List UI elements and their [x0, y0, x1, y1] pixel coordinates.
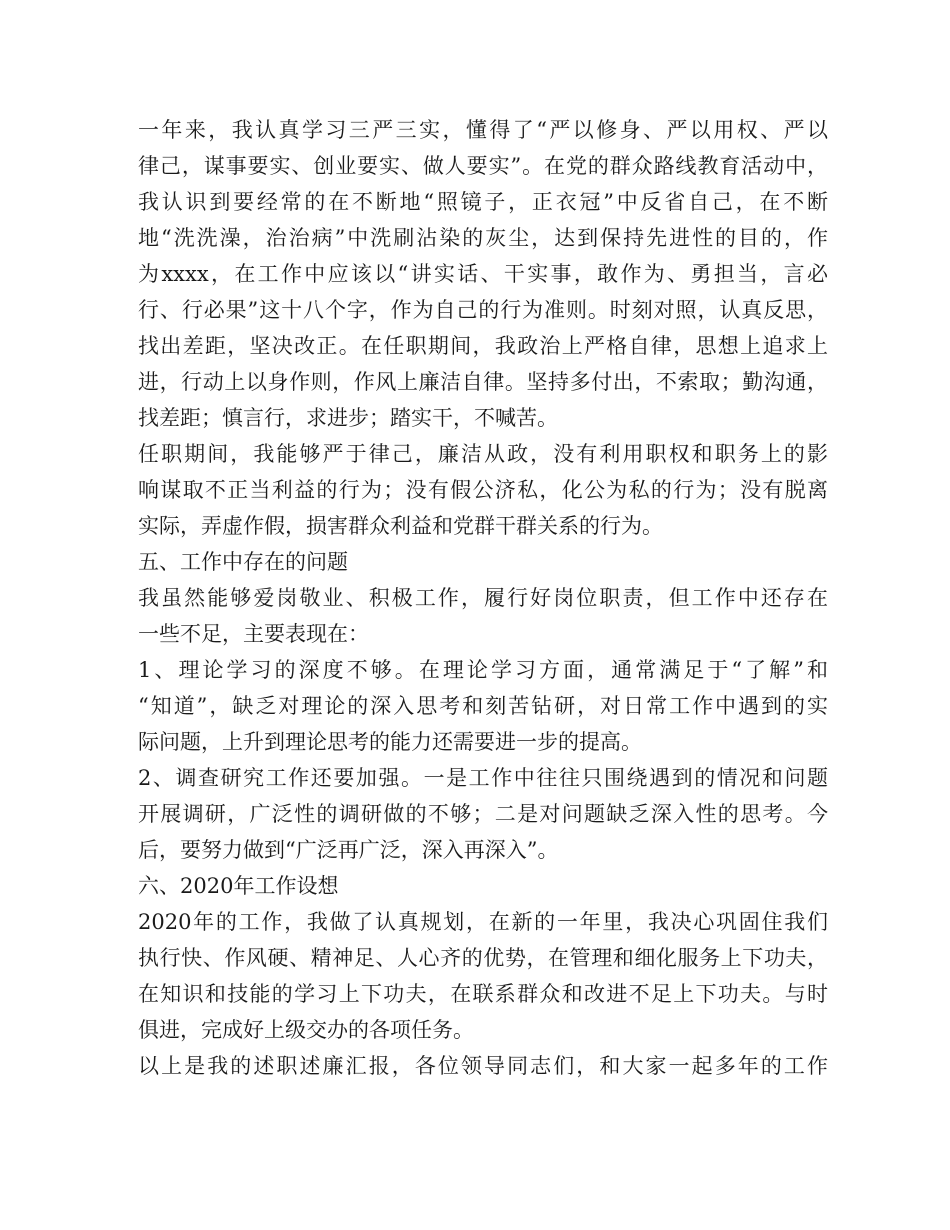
text-line: 律己，谋事要实、创业要实、做人要实”。在党的群众路线教育活动中，	[138, 154, 828, 178]
text-line: 际问题，上升到理论思考的能力还需要进一步的提高。	[138, 730, 642, 754]
text-line: 响谋取不正当利益的行为；没有假公济私，化公为私的行为；没有脱离	[138, 478, 828, 502]
text-line: 进，行动上以身作则，作风上廉洁自律。坚持多付出，不索取；勤沟通，	[138, 370, 828, 394]
text-line: 任职期间，我能够严于律己，廉洁从政，没有利用职权和职务上的影	[138, 442, 828, 466]
text-line: 我虽然能够爱岗敬业、积极工作，履行好岗位职责，但工作中还存在	[138, 586, 828, 610]
text-line: 后，要努力做到“广泛再广泛，深入再深入”。	[138, 838, 559, 862]
text-line: 为xxxx，在工作中应该以“讲实话、干实事，敢作为、勇担当，言必	[138, 262, 828, 286]
text-line: 六、2020年工作设想	[138, 874, 339, 898]
text-line: 开展调研，广泛性的调研做的不够；二是对问题缺乏深入性的思考。今	[138, 802, 828, 826]
text-line: 我认识到要经常的在不断地“照镜子，正衣冠”中反省自己，在不断	[138, 190, 828, 214]
text-line: 以上是我的述职述廉汇报，各位领导同志们，和大家一起多年的工作	[138, 1054, 828, 1078]
text-line: 地“洗洗澡，治治病”中洗刷沾染的灰尘，达到保持先进性的目的，作	[138, 226, 828, 250]
text-line: 2、调查研究工作还要加强。一是工作中往往只围绕遇到的情况和问题	[138, 766, 828, 790]
text-line: 五、工作中存在的问题	[138, 550, 348, 574]
text-line: 一年来，我认真学习三严三实，懂得了“严以修身、严以用权、严以	[138, 118, 828, 142]
text-line: “知道”，缺乏对理论的深入思考和刻苦钻研，对日常工作中遇到的实	[138, 694, 828, 718]
document-body	[138, 112, 828, 1084]
text-line: 1、理论学习的深度不够。在理论学习方面，通常满足于“了解”和	[138, 658, 828, 682]
text-line: 在知识和技能的学习上下功夫，在联系群众和改进不足上下功夫。与时	[138, 982, 828, 1006]
text-line: 一些不足，主要表现在：	[138, 622, 369, 646]
text-line: 找差距；慎言行，求进步；踏实干，不喊苦。	[138, 406, 558, 430]
text-line: 2020年的工作，我做了认真规划，在新的一年里，我决心巩固住我们	[138, 910, 828, 934]
text-line: 俱进，完成好上级交办的各项任务。	[138, 1018, 474, 1042]
text-line: 执行快、作风硬、精神足、人心齐的优势，在管理和细化服务上下功夫，	[138, 946, 828, 970]
text-line: 行、行必果”这十八个字，作为自己的行为准则。时刻对照，认真反思，	[138, 298, 828, 322]
text-line: 实际，弄虚作假，损害群众利益和党群干群关系的行为。	[138, 514, 663, 538]
text-line: 找出差距，坚决改正。在任职期间，我政治上严格自律，思想上追求上	[138, 334, 828, 358]
